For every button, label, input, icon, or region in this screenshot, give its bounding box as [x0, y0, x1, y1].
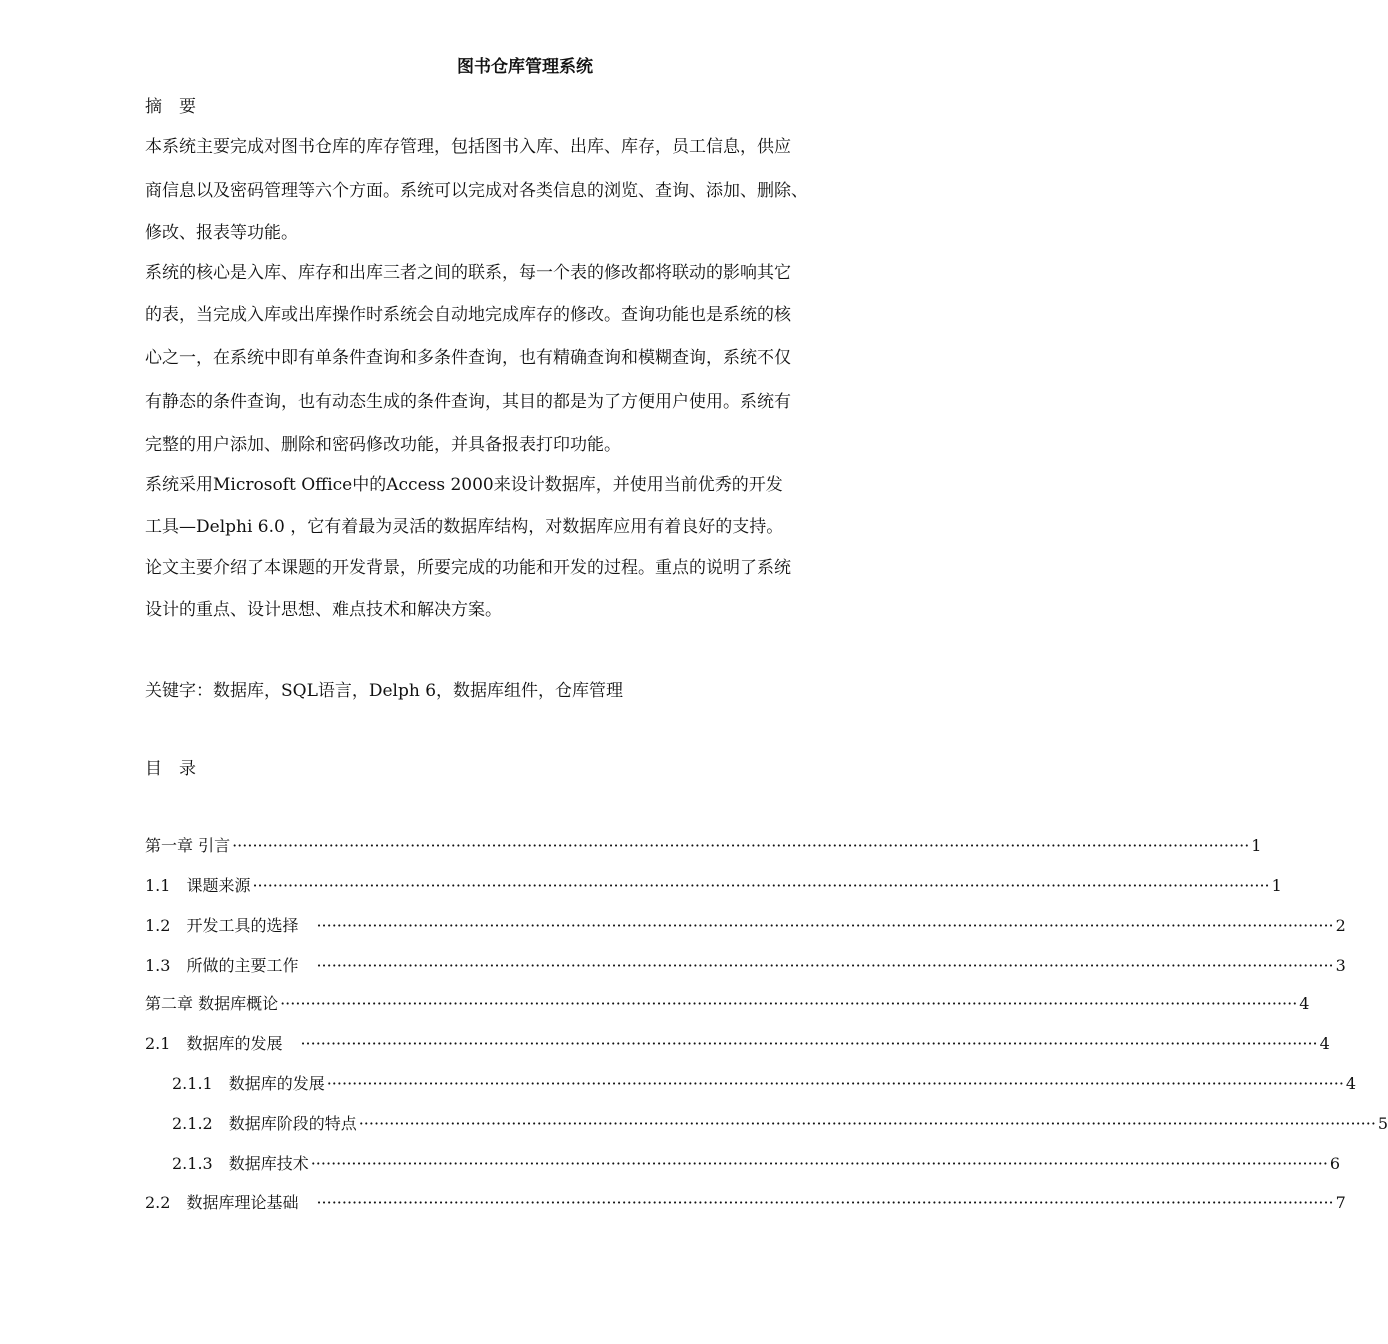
abstract-line: 完整的用户添加、删除和密码修改功能，并具备报表打印功能。: [145, 435, 621, 455]
toc-leader: ········································································································································································································: [300, 1034, 1318, 1053]
toc-entry-page: 1: [1271, 876, 1282, 895]
toc-leader: ········································································································································································································: [310, 1154, 1328, 1173]
toc-entry[interactable]: [145, 873, 1282, 896]
abstract-line: 系统采用Microsoft Office中的Access 2000来设计数据库，并使用当前优秀的开发: [145, 475, 783, 495]
toc-entry-page: 2: [1335, 916, 1346, 935]
abstract-line: 工具—Delphi 6.0 ，它有着最为灵活的数据库结构，对数据库应用有着良好的支持。: [145, 517, 784, 537]
toc-entry-label: 1.3 所做的主要工作: [145, 956, 315, 975]
abstract-line: 修改、报表等功能。: [145, 223, 298, 243]
toc-leader: ········································································································································································································: [316, 956, 1334, 975]
toc-entry[interactable]: [145, 953, 1346, 976]
toc-entry[interactable]: [145, 1031, 1330, 1054]
toc-leader: ········································································································································································································: [252, 876, 1270, 895]
toc-leader: ········································································································································································································: [326, 1074, 1344, 1093]
toc-entry-label: 2.1.2 数据库阶段的特点: [172, 1114, 357, 1133]
abstract-line: 本系统主要完成对图书仓库的库存管理，包括图书入库、出库、库存，员工信息，供应: [145, 137, 791, 157]
abstract-line: 设计的重点、设计思想、难点技术和解决方案。: [145, 600, 502, 620]
toc-entry-label: 1.2 开发工具的选择: [145, 916, 315, 935]
toc-entry-page: 1: [1251, 836, 1262, 855]
abstract-line: 有静态的条件查询，也有动态生成的条件查询，其目的都是为了方便用户使用。系统有: [145, 392, 791, 412]
abstract-line: 系统的核心是入库、库存和出库三者之间的联系，每一个表的修改都将联动的影响其它: [145, 263, 791, 283]
toc-entry[interactable]: [172, 1071, 1357, 1094]
toc-entry-label: 2.1.3 数据库技术: [172, 1154, 309, 1173]
toc-heading: 目 录: [145, 759, 196, 779]
toc-leader: ········································································································································································································: [316, 916, 1334, 935]
toc-entry-page: 6: [1329, 1154, 1341, 1173]
toc-entry[interactable]: [145, 991, 1310, 1014]
toc-entry-label: 2.1 数据库的发展: [145, 1034, 299, 1053]
keywords: 关键字：数据库，SQL语言，Delph 6，数据库组件，仓库管理: [145, 681, 624, 701]
toc-entry[interactable]: [145, 833, 1262, 856]
toc-entry-page: 4: [1319, 1034, 1330, 1053]
toc-entry-page: 3: [1335, 956, 1346, 975]
toc-leader: ········································································································································································································: [232, 836, 1250, 855]
toc-entry[interactable]: [145, 913, 1346, 936]
toc-entry-label: 第二章 数据库概论: [145, 994, 279, 1013]
toc-entry-label: 1.1 课题来源: [145, 876, 251, 895]
toc-entry-label: 第一章 引言: [145, 836, 231, 855]
abstract-line: 的表，当完成入库或出库操作时系统会自动地完成库存的修改。查询功能也是系统的核: [145, 305, 791, 325]
toc-entry-label: 2.1.1 数据库的发展: [172, 1074, 325, 1093]
toc-entry-page: 5: [1377, 1114, 1388, 1133]
toc-entry-page: 7: [1335, 1193, 1346, 1212]
document-title: 图书仓库管理系统: [457, 57, 593, 77]
toc-entry[interactable]: [145, 1190, 1346, 1213]
abstract-line: 论文主要介绍了本课题的开发背景，所要完成的功能和开发的过程。重点的说明了系统: [145, 558, 791, 578]
toc-entry-label: 2.2 数据库理论基础: [145, 1193, 315, 1212]
abstract-line: 心之一，在系统中即有单条件查询和多条件查询，也有精确查询和模糊查询，系统不仅: [145, 348, 791, 368]
toc-leader: ········································································································································································································: [280, 994, 1298, 1013]
toc-leader: ········································································································································································································: [358, 1114, 1376, 1133]
abstract-line: 商信息以及密码管理等六个方面。系统可以完成对各类信息的浏览、查询、添加、删除、: [145, 181, 808, 201]
toc-entry[interactable]: [172, 1111, 1388, 1134]
toc-entry-page: 4: [1345, 1074, 1357, 1093]
toc-leader: ········································································································································································································: [316, 1193, 1334, 1212]
toc-entry[interactable]: [172, 1151, 1341, 1174]
toc-entry-page: 4: [1299, 994, 1310, 1013]
abstract-heading: 摘 要: [145, 97, 196, 117]
